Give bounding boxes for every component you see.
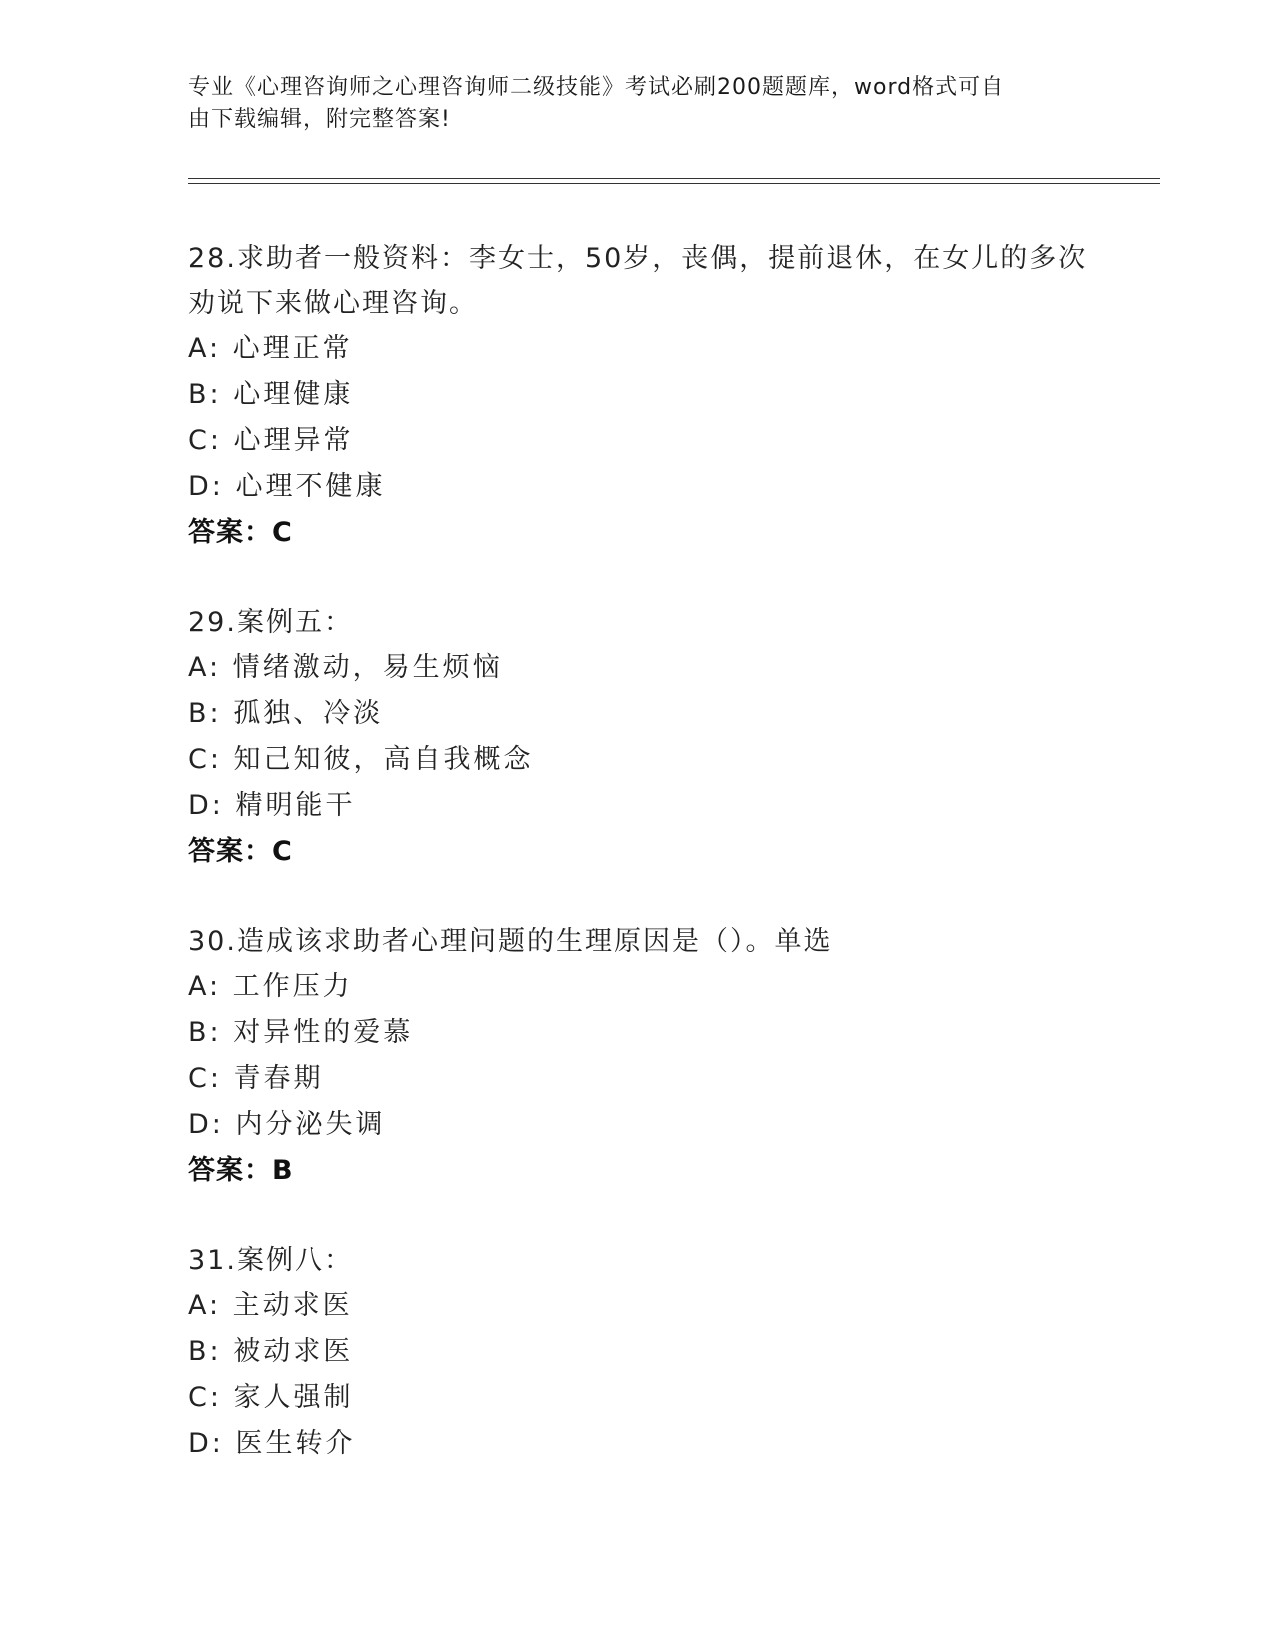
question-stem: 29.案例五： bbox=[188, 607, 353, 638]
question-stem: 28.求助者一般资料：李女士，50岁，丧偶，提前退休，在女儿的多次 bbox=[188, 243, 1088, 274]
question-30 bbox=[188, 919, 1108, 1194]
option-b: B: 对异性的爱慕 bbox=[188, 1017, 414, 1048]
option-c: C: 心理异常 bbox=[188, 425, 354, 456]
question-stem: 31.案例八： bbox=[188, 1245, 353, 1276]
option-b: B: 孤独、冷淡 bbox=[188, 698, 384, 729]
document-intro bbox=[188, 72, 1068, 136]
option-c: C: 青春期 bbox=[188, 1063, 324, 1094]
option-a: A: 情绪激动，易生烦恼 bbox=[188, 652, 503, 683]
option-c: C: 知己知彼，高自我概念 bbox=[188, 744, 534, 775]
option-c: C: 家人强制 bbox=[188, 1382, 354, 1413]
header-divider-top bbox=[188, 178, 1160, 179]
question-stem: 30.造成该求助者心理问题的生理原因是（）。单选 bbox=[188, 926, 833, 957]
option-b: B: 心理健康 bbox=[188, 379, 354, 410]
option-b: B: 被动求医 bbox=[188, 1336, 354, 1367]
question-31 bbox=[188, 1238, 1108, 1467]
answer: 答案：B bbox=[188, 1155, 294, 1186]
question-29 bbox=[188, 600, 1108, 875]
question-list bbox=[188, 236, 1108, 1511]
answer: 答案：C bbox=[188, 517, 293, 548]
option-d: D: 医生转介 bbox=[188, 1428, 356, 1459]
option-a: A: 主动求医 bbox=[188, 1290, 353, 1321]
option-a: A: 工作压力 bbox=[188, 971, 353, 1002]
question-stem-continued: 劝说下来做心理咨询。 bbox=[188, 288, 478, 319]
option-d: D: 精明能干 bbox=[188, 790, 356, 821]
intro-line-1: 专业《心理咨询师之心理咨询师二级技能》考试必刷200题题库，word格式可自 bbox=[188, 75, 1005, 100]
option-d: D: 内分泌失调 bbox=[188, 1109, 386, 1140]
header-divider-bottom bbox=[188, 183, 1160, 184]
question-28 bbox=[188, 236, 1108, 556]
option-d: D: 心理不健康 bbox=[188, 471, 386, 502]
intro-line-2: 由下载编辑，附完整答案! bbox=[188, 107, 451, 132]
option-a: A: 心理正常 bbox=[188, 333, 353, 364]
answer: 答案：C bbox=[188, 836, 293, 867]
